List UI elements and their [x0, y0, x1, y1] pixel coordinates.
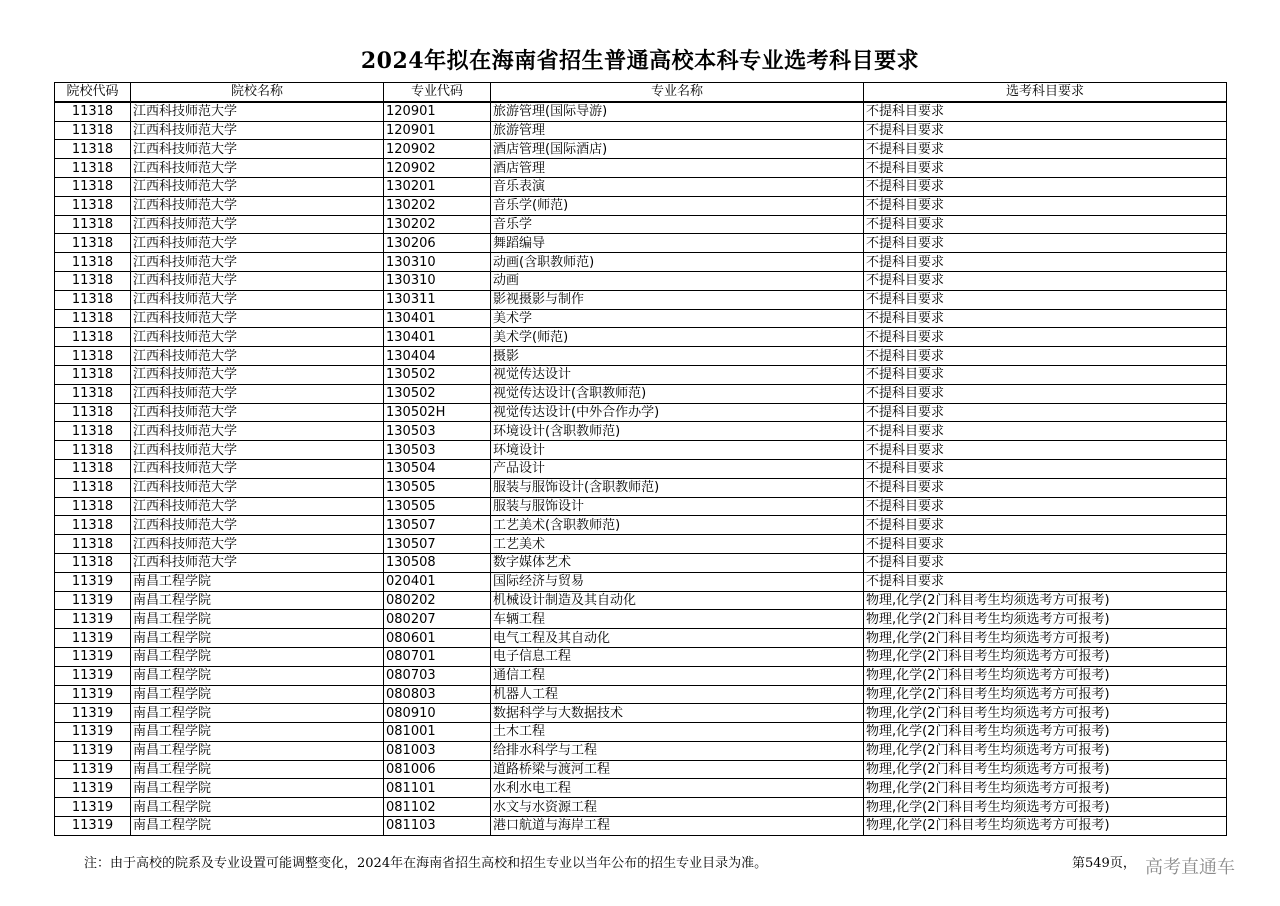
school-name-cell: 江西科技师范大学: [131, 516, 384, 535]
major-code-cell: 080703: [384, 666, 491, 685]
major-code-cell: 080803: [384, 685, 491, 704]
table-row: [55, 817, 1227, 836]
subject-requirement-cell: 物理,化学(2门科目考生均须选考方可报考): [864, 610, 1227, 629]
header-major-code: 专业代码: [384, 83, 491, 102]
school-name-cell: 江西科技师范大学: [131, 309, 384, 328]
school-code-cell: 11318: [55, 459, 131, 478]
major-code-cell: 020401: [384, 572, 491, 591]
school-code-cell: 11318: [55, 102, 131, 121]
table-row: [55, 516, 1227, 535]
major-name-cell: 环境设计: [491, 441, 864, 460]
school-name-cell: 江西科技师范大学: [131, 403, 384, 422]
table-row: [55, 741, 1227, 760]
subject-requirement-cell: 不提科目要求: [864, 140, 1227, 159]
header-school-code: 院校代码: [55, 83, 131, 102]
table-row: [55, 347, 1227, 366]
school-code-cell: 11318: [55, 365, 131, 384]
major-name-cell: 服装与服饰设计(含职教师范): [491, 478, 864, 497]
school-name-cell: 江西科技师范大学: [131, 234, 384, 253]
school-name-cell: 南昌工程学院: [131, 704, 384, 723]
school-name-cell: 江西科技师范大学: [131, 497, 384, 516]
school-name-cell: 江西科技师范大学: [131, 384, 384, 403]
major-code-cell: 081006: [384, 760, 491, 779]
table-row: [55, 553, 1227, 572]
school-name-cell: 江西科技师范大学: [131, 253, 384, 272]
table-row: [55, 441, 1227, 460]
school-name-cell: 南昌工程学院: [131, 610, 384, 629]
school-code-cell: 11318: [55, 535, 131, 554]
major-name-cell: 国际经济与贸易: [491, 572, 864, 591]
school-code-cell: 11318: [55, 478, 131, 497]
table-row: [55, 290, 1227, 309]
school-name-cell: 江西科技师范大学: [131, 328, 384, 347]
major-name-cell: 动画(含职教师范): [491, 253, 864, 272]
table-row: [55, 177, 1227, 196]
school-code-cell: 11318: [55, 309, 131, 328]
major-code-cell: 130507: [384, 535, 491, 554]
school-name-cell: 南昌工程学院: [131, 572, 384, 591]
school-code-cell: 11319: [55, 779, 131, 798]
subject-requirement-cell: 不提科目要求: [864, 159, 1227, 178]
table-row: [55, 309, 1227, 328]
subject-requirement-cell: 不提科目要求: [864, 234, 1227, 253]
school-name-cell: 南昌工程学院: [131, 666, 384, 685]
table-row: [55, 422, 1227, 441]
major-code-cell: 130310: [384, 253, 491, 272]
major-code-cell: 080202: [384, 591, 491, 610]
table-row: [55, 253, 1227, 272]
major-name-cell: 视觉传达设计: [491, 365, 864, 384]
school-name-cell: 南昌工程学院: [131, 817, 384, 836]
major-code-cell: 130311: [384, 290, 491, 309]
major-name-cell: 旅游管理: [491, 121, 864, 140]
school-code-cell: 11319: [55, 591, 131, 610]
major-name-cell: 美术学: [491, 309, 864, 328]
major-name-cell: 通信工程: [491, 666, 864, 685]
major-name-cell: 音乐学(师范): [491, 196, 864, 215]
major-code-cell: 120902: [384, 140, 491, 159]
table-row: [55, 365, 1227, 384]
subject-requirement-cell: 物理,化学(2门科目考生均须选考方可报考): [864, 685, 1227, 704]
school-code-cell: 11319: [55, 610, 131, 629]
school-code-cell: 11318: [55, 271, 131, 290]
subject-requirement-cell: 不提科目要求: [864, 177, 1227, 196]
major-code-cell: 130201: [384, 177, 491, 196]
subject-requirement-cell: 不提科目要求: [864, 215, 1227, 234]
subject-requirement-cell: 不提科目要求: [864, 253, 1227, 272]
table-row: [55, 234, 1227, 253]
school-code-cell: 11318: [55, 159, 131, 178]
school-code-cell: 11318: [55, 347, 131, 366]
school-name-cell: 江西科技师范大学: [131, 159, 384, 178]
subject-requirement-cell: 不提科目要求: [864, 553, 1227, 572]
subject-requirement-cell: 不提科目要求: [864, 347, 1227, 366]
school-code-cell: 11319: [55, 647, 131, 666]
major-code-cell: 130310: [384, 271, 491, 290]
major-name-cell: 旅游管理(国际导游): [491, 102, 864, 121]
subject-requirement-cell: 物理,化学(2门科目考生均须选考方可报考): [864, 817, 1227, 836]
school-name-cell: 江西科技师范大学: [131, 140, 384, 159]
table-row: [55, 647, 1227, 666]
subject-requirement-cell: 物理,化学(2门科目考生均须选考方可报考): [864, 666, 1227, 685]
school-name-cell: 江西科技师范大学: [131, 271, 384, 290]
school-name-cell: 江西科技师范大学: [131, 553, 384, 572]
major-code-cell: 081102: [384, 798, 491, 817]
school-code-cell: 11318: [55, 553, 131, 572]
major-name-cell: 服装与服饰设计: [491, 497, 864, 516]
major-name-cell: 动画: [491, 271, 864, 290]
major-code-cell: 130502: [384, 365, 491, 384]
major-name-cell: 酒店管理: [491, 159, 864, 178]
school-code-cell: 11318: [55, 253, 131, 272]
major-code-cell: 130202: [384, 215, 491, 234]
table-row: [55, 196, 1227, 215]
table-body: [55, 102, 1227, 836]
table-row: [55, 140, 1227, 159]
table-row: [55, 723, 1227, 742]
school-code-cell: 11319: [55, 817, 131, 836]
major-name-cell: 水文与水资源工程: [491, 798, 864, 817]
school-name-cell: 江西科技师范大学: [131, 535, 384, 554]
school-code-cell: 11318: [55, 234, 131, 253]
major-code-cell: 120902: [384, 159, 491, 178]
major-name-cell: 摄影: [491, 347, 864, 366]
major-name-cell: 机器人工程: [491, 685, 864, 704]
major-code-cell: 080701: [384, 647, 491, 666]
subject-requirement-cell: 物理,化学(2门科目考生均须选考方可报考): [864, 741, 1227, 760]
subject-requirement-cell: 不提科目要求: [864, 271, 1227, 290]
school-name-cell: 江西科技师范大学: [131, 177, 384, 196]
major-code-cell: 130206: [384, 234, 491, 253]
school-code-cell: 11318: [55, 140, 131, 159]
header-major-name: 专业名称: [491, 83, 864, 102]
major-name-cell: 工艺美术: [491, 535, 864, 554]
subject-requirement-cell: 不提科目要求: [864, 290, 1227, 309]
school-code-cell: 11318: [55, 215, 131, 234]
major-code-cell: 120901: [384, 121, 491, 140]
subject-requirement-cell: 不提科目要求: [864, 384, 1227, 403]
major-name-cell: 机械设计制造及其自动化: [491, 591, 864, 610]
header-school-name: 院校名称: [131, 83, 384, 102]
table-row: [55, 384, 1227, 403]
major-name-cell: 产品设计: [491, 459, 864, 478]
subject-requirement-cell: 不提科目要求: [864, 459, 1227, 478]
document-title: 2024年拟在海南省招生普通高校本科专业选考科目要求: [360, 48, 920, 74]
subject-requirement-cell: 物理,化学(2门科目考生均须选考方可报考): [864, 723, 1227, 742]
major-name-cell: 环境设计(含职教师范): [491, 422, 864, 441]
table-row: [55, 121, 1227, 140]
major-name-cell: 影视摄影与制作: [491, 290, 864, 309]
school-name-cell: 江西科技师范大学: [131, 215, 384, 234]
major-code-cell: 130202: [384, 196, 491, 215]
major-code-cell: 130401: [384, 328, 491, 347]
major-code-cell: 080207: [384, 610, 491, 629]
subject-requirement-cell: 不提科目要求: [864, 365, 1227, 384]
table-row: [55, 685, 1227, 704]
subject-requirement-cell: 物理,化学(2门科目考生均须选考方可报考): [864, 760, 1227, 779]
school-code-cell: 11319: [55, 685, 131, 704]
major-code-cell: 081001: [384, 723, 491, 742]
subject-requirement-cell: 物理,化学(2门科目考生均须选考方可报考): [864, 629, 1227, 648]
table-row: [55, 159, 1227, 178]
school-name-cell: 江西科技师范大学: [131, 422, 384, 441]
school-code-cell: 11319: [55, 741, 131, 760]
school-code-cell: 11319: [55, 572, 131, 591]
subject-requirement-cell: 不提科目要求: [864, 535, 1227, 554]
table-row: [55, 459, 1227, 478]
table-row: [55, 629, 1227, 648]
subject-requirement-cell: 不提科目要求: [864, 102, 1227, 121]
table-row: [55, 271, 1227, 290]
major-name-cell: 数据科学与大数据技术: [491, 704, 864, 723]
table-row: [55, 666, 1227, 685]
major-name-cell: 道路桥梁与渡河工程: [491, 760, 864, 779]
school-name-cell: 南昌工程学院: [131, 629, 384, 648]
major-code-cell: 081101: [384, 779, 491, 798]
major-name-cell: 电气工程及其自动化: [491, 629, 864, 648]
table-row: [55, 591, 1227, 610]
major-name-cell: 电子信息工程: [491, 647, 864, 666]
school-name-cell: 江西科技师范大学: [131, 478, 384, 497]
school-name-cell: 江西科技师范大学: [131, 121, 384, 140]
subject-requirement-cell: 不提科目要求: [864, 441, 1227, 460]
subject-requirement-cell: 不提科目要求: [864, 572, 1227, 591]
table-row: [55, 403, 1227, 422]
table-row: [55, 497, 1227, 516]
major-code-cell: 120901: [384, 102, 491, 121]
major-name-cell: 给排水科学与工程: [491, 741, 864, 760]
school-code-cell: 11319: [55, 704, 131, 723]
subject-requirement-cell: 不提科目要求: [864, 422, 1227, 441]
footnote: 注：由于高校的院系及专业设置可能调整变化，2024年在海南省招生高校和招生专业以当年公布的招生专业目录为准。: [84, 856, 768, 871]
major-name-cell: 音乐学: [491, 215, 864, 234]
table-row: [55, 215, 1227, 234]
table-row: [55, 610, 1227, 629]
school-name-cell: 江西科技师范大学: [131, 196, 384, 215]
major-code-cell: 130502: [384, 384, 491, 403]
major-name-cell: 音乐表演: [491, 177, 864, 196]
school-code-cell: 11318: [55, 422, 131, 441]
major-code-cell: 130507: [384, 516, 491, 535]
subject-requirement-cell: 不提科目要求: [864, 328, 1227, 347]
major-code-cell: 130502H: [384, 403, 491, 422]
school-name-cell: 江西科技师范大学: [131, 441, 384, 460]
major-code-cell: 130401: [384, 309, 491, 328]
school-code-cell: 11318: [55, 516, 131, 535]
major-name-cell: 港口航道与海岸工程: [491, 817, 864, 836]
school-name-cell: 南昌工程学院: [131, 798, 384, 817]
school-code-cell: 11319: [55, 760, 131, 779]
header-subject-requirement: 选考科目要求: [864, 83, 1227, 102]
school-name-cell: 江西科技师范大学: [131, 459, 384, 478]
school-code-cell: 11318: [55, 290, 131, 309]
school-name-cell: 江西科技师范大学: [131, 290, 384, 309]
school-name-cell: 南昌工程学院: [131, 647, 384, 666]
major-code-cell: 130505: [384, 478, 491, 497]
major-code-cell: 130503: [384, 422, 491, 441]
school-code-cell: 11318: [55, 384, 131, 403]
subject-requirement-cell: 不提科目要求: [864, 478, 1227, 497]
major-name-cell: 车辆工程: [491, 610, 864, 629]
major-code-cell: 130503: [384, 441, 491, 460]
subject-requirement-cell: 不提科目要求: [864, 121, 1227, 140]
table-row: [55, 102, 1227, 121]
table-row: [55, 760, 1227, 779]
major-code-cell: 080910: [384, 704, 491, 723]
table-row: [55, 704, 1227, 723]
subject-requirement-cell: 不提科目要求: [864, 196, 1227, 215]
subject-requirement-cell: 物理,化学(2门科目考生均须选考方可报考): [864, 704, 1227, 723]
major-code-cell: 081003: [384, 741, 491, 760]
school-code-cell: 11318: [55, 328, 131, 347]
subject-requirement-cell: 物理,化学(2门科目考生均须选考方可报考): [864, 779, 1227, 798]
school-code-cell: 11318: [55, 121, 131, 140]
major-name-cell: 数字媒体艺术: [491, 553, 864, 572]
school-name-cell: 南昌工程学院: [131, 760, 384, 779]
subject-requirement-cell: 物理,化学(2门科目考生均须选考方可报考): [864, 798, 1227, 817]
school-name-cell: 江西科技师范大学: [131, 347, 384, 366]
table-row: [55, 572, 1227, 591]
subject-requirement-cell: 物理,化学(2门科目考生均须选考方可报考): [864, 647, 1227, 666]
major-name-cell: 视觉传达设计(含职教师范): [491, 384, 864, 403]
school-name-cell: 南昌工程学院: [131, 741, 384, 760]
subject-requirement-cell: 不提科目要求: [864, 309, 1227, 328]
major-name-cell: 视觉传达设计(中外合作办学): [491, 403, 864, 422]
school-name-cell: 江西科技师范大学: [131, 102, 384, 121]
major-code-cell: 080601: [384, 629, 491, 648]
school-code-cell: 11319: [55, 629, 131, 648]
subject-requirement-cell: 不提科目要求: [864, 516, 1227, 535]
major-name-cell: 美术学(师范): [491, 328, 864, 347]
major-code-cell: 130504: [384, 459, 491, 478]
school-code-cell: 11318: [55, 177, 131, 196]
table-row: [55, 779, 1227, 798]
subject-requirement-cell: 物理,化学(2门科目考生均须选考方可报考): [864, 591, 1227, 610]
school-code-cell: 11318: [55, 403, 131, 422]
table-row: [55, 328, 1227, 347]
major-name-cell: 土木工程: [491, 723, 864, 742]
school-name-cell: 南昌工程学院: [131, 591, 384, 610]
major-name-cell: 酒店管理(国际酒店): [491, 140, 864, 159]
major-name-cell: 工艺美术(含职教师范): [491, 516, 864, 535]
school-code-cell: 11318: [55, 196, 131, 215]
school-code-cell: 11319: [55, 666, 131, 685]
school-name-cell: 南昌工程学院: [131, 723, 384, 742]
school-name-cell: 南昌工程学院: [131, 685, 384, 704]
school-name-cell: 南昌工程学院: [131, 779, 384, 798]
major-name-cell: 水利水电工程: [491, 779, 864, 798]
table-row: [55, 535, 1227, 554]
subject-requirement-cell: 不提科目要求: [864, 403, 1227, 422]
major-code-cell: 130505: [384, 497, 491, 516]
school-code-cell: 11318: [55, 497, 131, 516]
page-number: 第549页，: [1072, 856, 1136, 871]
table-row: [55, 798, 1227, 817]
table-row: [55, 478, 1227, 497]
table-header-row: [55, 83, 1227, 102]
school-code-cell: 11318: [55, 441, 131, 460]
major-name-cell: 舞蹈编导: [491, 234, 864, 253]
requirements-table: [54, 82, 1227, 836]
major-code-cell: 130404: [384, 347, 491, 366]
subject-requirement-cell: 不提科目要求: [864, 497, 1227, 516]
watermark: 高考直通车: [1143, 853, 1237, 879]
school-code-cell: 11319: [55, 798, 131, 817]
school-code-cell: 11319: [55, 723, 131, 742]
major-code-cell: 081103: [384, 817, 491, 836]
school-name-cell: 江西科技师范大学: [131, 365, 384, 384]
major-code-cell: 130508: [384, 553, 491, 572]
